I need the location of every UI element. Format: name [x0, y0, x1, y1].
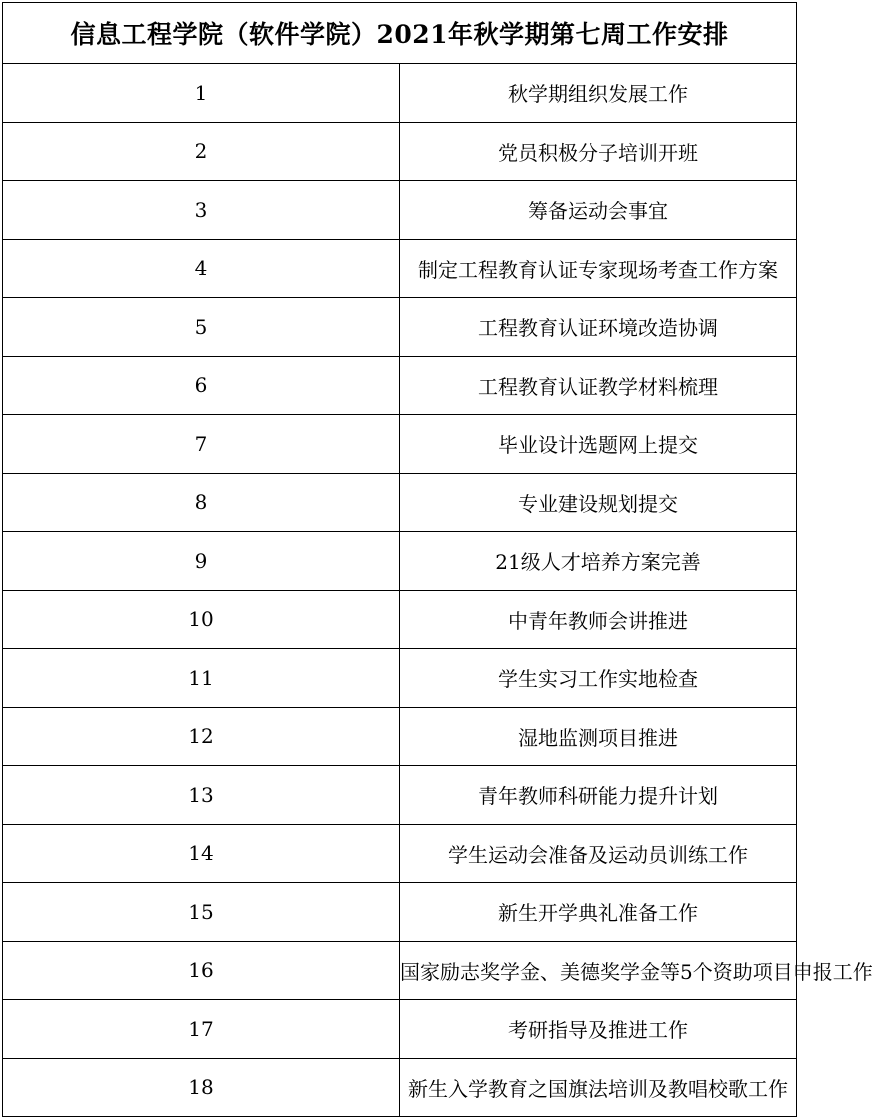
item-task: 新生开学典礼准备工作 [400, 883, 797, 942]
item-task: 制定工程教育认证专家现场考查工作方案 [400, 239, 797, 298]
item-task: 学生运动会准备及运动员训练工作 [400, 824, 797, 883]
item-number: 6 [3, 356, 400, 415]
table-row [3, 590, 797, 649]
item-number: 5 [3, 298, 400, 357]
table-row [3, 649, 797, 708]
item-task: 工程教育认证教学材料梳理 [400, 356, 797, 415]
item-number: 18 [3, 1058, 400, 1117]
item-task: 考研指导及推进工作 [400, 1000, 797, 1059]
table-row [3, 1058, 797, 1117]
item-number: 2 [3, 122, 400, 181]
item-task: 筹备运动会事宜 [400, 181, 797, 240]
item-number: 10 [3, 590, 400, 649]
table-row [3, 1000, 797, 1059]
document-title: 信息工程学院（软件学院）2021年秋学期第七周工作安排 [3, 3, 797, 64]
item-task: 工程教育认证环境改造协调 [400, 298, 797, 357]
table-row [3, 122, 797, 181]
item-task: 学生实习工作实地检查 [400, 649, 797, 708]
item-task: 青年教师科研能力提升计划 [400, 766, 797, 825]
item-number: 11 [3, 649, 400, 708]
table-row [3, 532, 797, 591]
item-task: 中青年教师会讲推进 [400, 590, 797, 649]
item-number: 7 [3, 415, 400, 474]
item-number: 17 [3, 1000, 400, 1059]
item-number: 9 [3, 532, 400, 591]
table-row [3, 707, 797, 766]
table-row [3, 64, 797, 123]
item-number: 13 [3, 766, 400, 825]
table-row [3, 415, 797, 474]
table-row [3, 239, 797, 298]
item-task: 党员积极分子培训开班 [400, 122, 797, 181]
item-number: 12 [3, 707, 400, 766]
table-row [3, 941, 797, 1000]
table-row [3, 883, 797, 942]
table-row [3, 766, 797, 825]
item-task: 毕业设计选题网上提交 [400, 415, 797, 474]
table-row [3, 356, 797, 415]
item-task: 国家励志奖学金、美德奖学金等5个资助项目申报工作 [400, 941, 797, 1000]
item-number: 15 [3, 883, 400, 942]
table-row [3, 473, 797, 532]
item-number: 16 [3, 941, 400, 1000]
item-number: 4 [3, 239, 400, 298]
item-task: 21级人才培养方案完善 [400, 532, 797, 591]
item-number: 8 [3, 473, 400, 532]
item-number: 14 [3, 824, 400, 883]
item-task: 秋学期组织发展工作 [400, 64, 797, 123]
table-row [3, 181, 797, 240]
table-row [3, 298, 797, 357]
item-number: 3 [3, 181, 400, 240]
title-row [3, 3, 797, 64]
item-number: 1 [3, 64, 400, 123]
item-task: 专业建设规划提交 [400, 473, 797, 532]
table-row [3, 824, 797, 883]
item-task: 湿地监测项目推进 [400, 707, 797, 766]
work-schedule-table [2, 2, 873, 1117]
item-task: 新生入学教育之国旗法培训及教唱校歌工作 [400, 1058, 797, 1117]
schedule-body [3, 3, 873, 1117]
